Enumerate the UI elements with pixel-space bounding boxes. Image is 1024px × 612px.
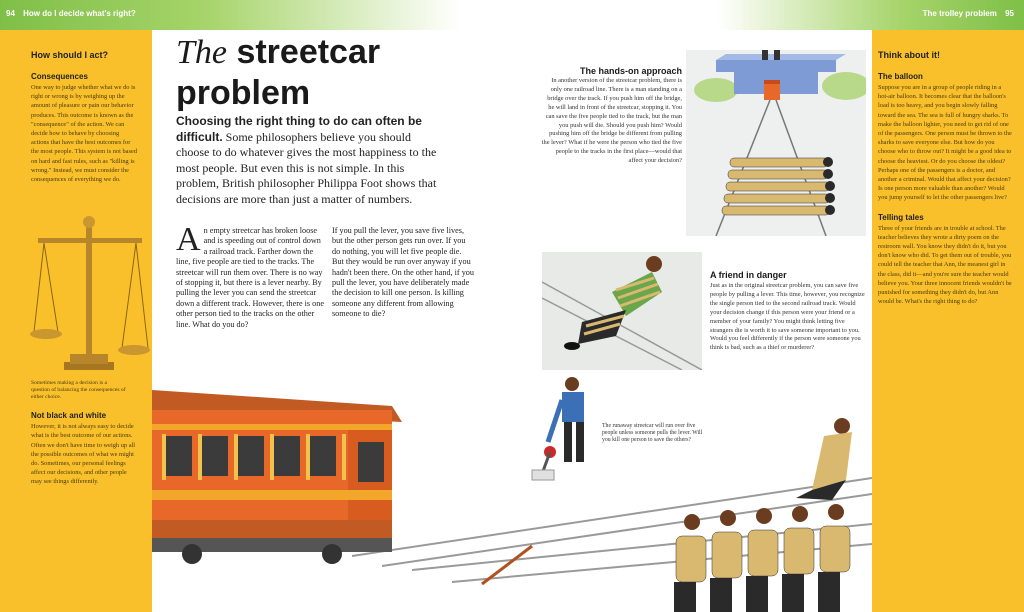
header-right xyxy=(917,9,1014,18)
left-sidebar-title: How should I act? xyxy=(31,50,109,60)
column-2-text: If you pull the lever, you save five lives, but the other person gets run over. If you do nothing, you will let five people die. But they would be run over anyway if you hadn't been there. On the other hand, if you pull the lever, you have deliberately made the decision to kill one person. Is killing someone any different from allowing someone to die? xyxy=(332,226,474,319)
hands-on-box xyxy=(540,66,682,166)
title-bold-1: streetcar xyxy=(236,33,381,71)
black-white-heading: Not black and white xyxy=(31,411,107,421)
left-section-title: How do I decide what's right? xyxy=(23,9,136,18)
header-bar xyxy=(0,0,1024,30)
left-page-number: 94 xyxy=(6,9,15,18)
drop-cap: A xyxy=(176,221,201,258)
right-page-number: 95 xyxy=(1005,9,1014,18)
friend-in-danger-box xyxy=(710,270,866,353)
right-section-title: The trolley problem xyxy=(922,9,997,18)
intro-rest: Some philosophers believe you should choose to do whatever gives the most happiness to the most people. But even this is not simple. In this problem, British philosopher Philippa Foot shows that decisions are more than just a matter of numbers. xyxy=(176,129,437,206)
balloon-text: Suppose you are in a group of people riding in a hot-air balloon. It becomes clear that the balloon's load is too heavy, and you begin slowly falling toward the sea. The sea is full of hungry sharks. To make the balloon lighter, you need to get rid of one of the passengers. One person must be thrown to the sharks to save everyone else. But how do you choose who to throw out? It might be a good idea to choose the heaviest. Or do you choose the oldest? Perhaps one of the passengers is a doctor, and another a criminal. Would that affect your decision? Is one person more valuable than another? Would you jump yourself to let the other passengers live? xyxy=(878,84,1012,202)
streetcar xyxy=(152,390,402,564)
friend-text: Just as in the original streetcar problem, you can save five people by pulling a lever. This time, however, you recognize the single person tied to the second railroad track. Would your decision change if this person were your friend or a member of your family? You might think letting five strangers die is worth it to save someone important to you. Would you feel differently if the person were someone you think is bad, such as a thief or murderer? xyxy=(710,282,865,352)
hands-on-text: In another version of the streetcar problem, there is only one railroad line. There is a man standing on a bridge over the track. If you push him off the bridge, he will land in front of the streetcar, stopping it. You can save the five people tied to the track, but the man you push will die. Should you push him? Would pushing him off the bridge be different from pulling the lever? What if he were the person who tied the five people to the tracks in the first place—would that affect your decision? xyxy=(541,77,682,165)
consequences-text: One way to judge whether what we do is right or wrong is by weighing up the amount of pleasure or pain our behavior produces. This outcome is known as the "consequence" of the action. We can decide how to behave by choosing actions that have the best outcomes for the most people. This system is not based on hard and fast rules, such as "killing is wrong." Instead, we must consider the consequences of everything we do. xyxy=(31,84,138,184)
streetcar-scene-illustration xyxy=(152,370,872,612)
header-left xyxy=(6,9,142,18)
tied-friend-illustration xyxy=(542,252,702,370)
balance-scales-illustration xyxy=(30,212,150,382)
title-bold-2: problem xyxy=(176,74,311,112)
bridge-illustration xyxy=(686,50,866,236)
telling-tales-heading: Telling tales xyxy=(878,212,924,222)
scene-caption: The runaway streetcar will run over five people unless someone pulls the lever. Will you kill one person to save the others? xyxy=(602,423,703,443)
page-title xyxy=(176,32,476,113)
balloon-heading: The balloon xyxy=(878,72,923,81)
intro-lead: Choosing the right thing to do can often be difficult. xyxy=(176,114,422,144)
body-column-2 xyxy=(332,226,474,320)
title-italic: The xyxy=(176,34,227,71)
black-white-text: However, it is not always easy to decide what is the best outcome of our actions. Often we don't have time to weigh up all the possible outcomes of what we might do. Sometimes, our personal feelings affect our decisions, and other people may see things differently. xyxy=(31,423,136,486)
right-sidebar xyxy=(872,30,1024,612)
right-sidebar-title: Think about it! xyxy=(878,50,940,60)
hands-on-title: The hands-on approach xyxy=(579,66,682,76)
body-column-1 xyxy=(176,221,326,330)
intro-paragraph xyxy=(176,114,446,208)
friend-title: A friend in danger xyxy=(710,270,787,280)
consequences-heading: Consequences xyxy=(31,72,88,81)
column-1-text: n empty streetcar has broken loose and is speeding out of control down a railroad track. Farther down the line, five people are tied to the tracks. The streetcar will run them over. There is no way of stopping it, but there is a lever nearby. By pulling the lever you can send the streetcar down a different track. However, there is one other person tied to the tracks on the other line. What do you do? xyxy=(176,226,324,329)
scales-caption: Sometimes making a decision is a question of balancing the consequences of either choice. xyxy=(31,380,126,401)
telling-tales-text: Three of your friends are in trouble at school. The teacher believes they wrote a dirty poem on the restroom wall. You know they didn't do it, but you don't know who did. To get them out of trouble, you could tell the teacher that Ann, the meanest girl in the class, did it—and you're sure the teacher would believe you. Your three innocent friends wouldn't be punished for something they didn't do, but Ann would be. What's the right thing to do? xyxy=(878,224,1012,306)
